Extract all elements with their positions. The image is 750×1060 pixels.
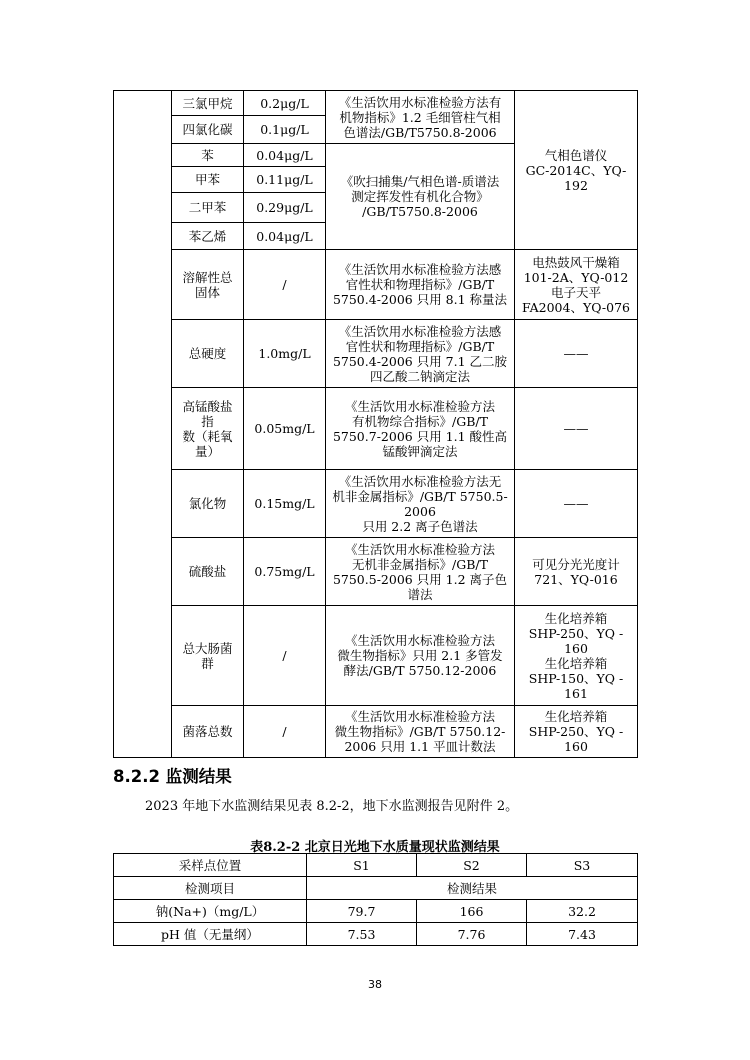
limit-cell: / [244,606,326,706]
value-cell: 32.2 [527,900,638,923]
value-cell: 166 [417,900,527,923]
limit-cell: 0.75mg/L [244,538,326,606]
table-row [114,606,638,706]
page-number: 38 [368,978,382,991]
table-row [114,470,638,538]
limit-cell: / [244,250,326,320]
item-cell: 苯 [172,144,244,167]
header-cell: 检测项目 [114,877,307,900]
method-cell: 《生活饮用水标准检验方法 微生物指标》/GB/T 5750.12- 2006 只用 1.1 平皿计数法 [326,706,515,758]
item-cell: 溶解性总 固体 [172,250,244,320]
table-row [114,320,638,388]
method-cell: 《生活饮用水标准检验方法有 机物指标》1.2 毛细管柱气相 色谱法/GB/T5750.8-2006 [326,91,515,144]
method-cell: 《生活饮用水标准检验方法 无机非金属指标》/GB/T 5750.5-2006 只用 1.2 离子色 谱法 [326,538,515,606]
item-cell: 菌落总数 [172,706,244,758]
item-cell: 甲苯 [172,167,244,193]
table-row [114,91,638,116]
limit-cell: 0.04μg/L [244,144,326,167]
item-cell: 苯乙烯 [172,223,244,250]
limit-cell: 0.29μg/L [244,193,326,223]
header-cell: S1 [307,854,417,877]
instrument-cell: 电热鼓风干燥箱 101-2A、YQ-012 电子天平 FA2004、YQ-076 [515,250,638,320]
header-cell: S2 [417,854,527,877]
table-row [114,706,638,758]
method-table [113,90,638,758]
table-row [114,854,638,877]
instrument-cell: 气相色谱仪 GC-2014C、YQ- 192 [515,91,638,250]
limit-cell: 0.11μg/L [244,167,326,193]
item-cell: 二甲苯 [172,193,244,223]
limit-cell: 0.1μg/L [244,116,326,144]
instrument-cell: —— [515,470,638,538]
table-row [114,538,638,606]
table-row [114,877,638,900]
table-row [114,923,638,946]
method-cell: 《生活饮用水标准检验方法感 官性状和物理指标》/GB/T 5750.4-2006 只用 8.1 称量法 [326,250,515,320]
instrument-cell: 生化培养箱 SHP-250、YQ - 160 [515,706,638,758]
item-cell: 高锰酸盐 指 数（耗氧 量） [172,388,244,470]
item-cell: 四氯化碳 [172,116,244,144]
method-cell: 《生活饮用水标准检验方法感 官性状和物理指标》/GB/T 5750.4-2006 只用 7.1 乙二胺 四乙酸二钠滴定法 [326,320,515,388]
method-cell: 《生活饮用水标准检验方法无 机非金属指标》/GB/T 5750.5- 2006 只用 2.2 离子色谱法 [326,470,515,538]
table-row [114,388,638,470]
method-cell: 《吹扫捕集/气相色谱-质谱法 测定挥发性有机化合物》 /GB/T5750.8-2006 [326,144,515,250]
limit-cell: / [244,706,326,758]
header-cell: S3 [527,854,638,877]
item-cell: 硫酸盐 [172,538,244,606]
header-cell: 采样点位置 [114,854,307,877]
value-cell: 7.53 [307,923,417,946]
section-heading: 8.2.2 监测结果 [113,767,232,786]
table-row [114,250,638,320]
header-cell: 检测结果 [307,877,638,900]
limit-cell: 0.15mg/L [244,470,326,538]
method-cell: 《生活饮用水标准检验方法 有机物综合指标》/GB/T 5750.7-2006 只用 1.1 酸性高 锰酸钾滴定法 [326,388,515,470]
instrument-cell: 可见分光光度计 721、YQ-016 [515,538,638,606]
item-cell: 氯化物 [172,470,244,538]
table-caption: 表8.2-2 北京日光地下水质量现状监测结果 [250,840,500,855]
method-cell: 《生活饮用水标准检验方法 微生物指标》只用 2.1 多管发 酵法/GB/T 5750.12-2006 [326,606,515,706]
section-paragraph: 2023 年地下水监测结果见表 8.2-2，地下水监测报告见附件 2。 [145,799,519,814]
value-cell: 79.7 [307,900,417,923]
limit-cell: 0.05mg/L [244,388,326,470]
item-cell: pH 值（无量纲） [114,923,307,946]
value-cell: 7.76 [417,923,527,946]
item-cell: 总大肠菌 群 [172,606,244,706]
item-cell: 钠(Na+)（mg/L） [114,900,307,923]
value-cell: 7.43 [527,923,638,946]
instrument-cell: 生化培养箱 SHP-250、YQ - 160 生化培养箱 SHP-150、YQ - 161 [515,606,638,706]
results-table [113,853,638,946]
instrument-cell: —— [515,388,638,470]
table-row [114,900,638,923]
instrument-cell: —— [515,320,638,388]
limit-cell: 1.0mg/L [244,320,326,388]
category-cell [114,91,172,758]
item-cell: 三氯甲烷 [172,91,244,116]
item-cell: 总硬度 [172,320,244,388]
limit-cell: 0.2μg/L [244,91,326,116]
limit-cell: 0.04μg/L [244,223,326,250]
